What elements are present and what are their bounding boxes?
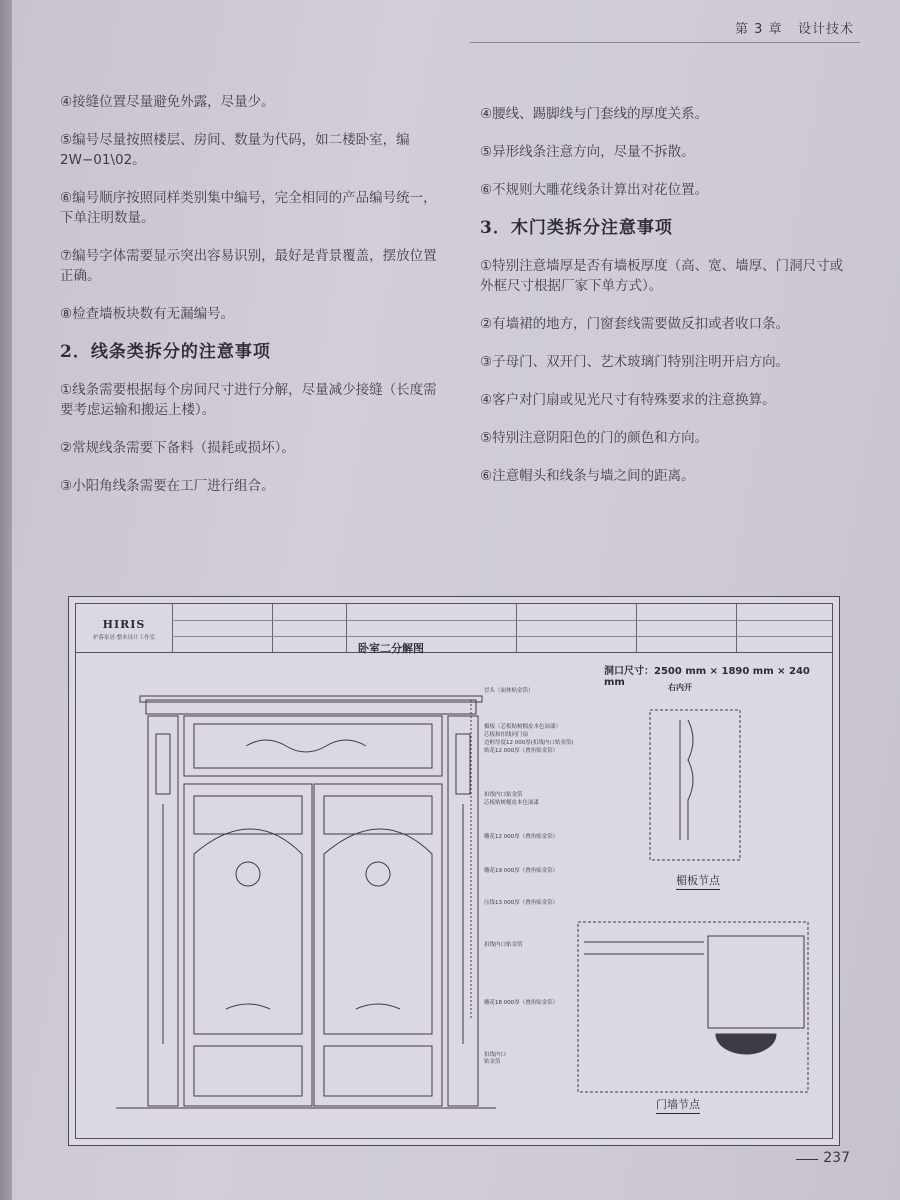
door-wall-detail-title: 门墙节点 bbox=[656, 1096, 700, 1114]
left-bottom-panel bbox=[194, 1046, 302, 1096]
callout-label: 扣线内口 bbox=[484, 1052, 507, 1058]
door-drawing bbox=[68, 596, 840, 1146]
right-door-leaf bbox=[314, 784, 442, 1106]
right-bottom-carving bbox=[356, 1004, 400, 1009]
list-item: ⑤异形线条注意方向，尽量不拆散。 bbox=[480, 144, 695, 160]
list-item: ①特别注意墙厚是否有墙板厚度（高、宽、墙厚、门洞尺寸或外框尺寸根据厂家下单方式）。 bbox=[480, 258, 844, 294]
list-item: ②有墙裙的地方，门窗套线需要做反扣或者收口条。 bbox=[480, 316, 790, 332]
opening-dimensions: 洞口尺寸：2500 mm × 1890 mm × 240 mm bbox=[604, 666, 810, 688]
section-heading: 2．线条类拆分的注意事项 bbox=[60, 342, 271, 362]
logo-text: HIRIS bbox=[102, 618, 146, 631]
book-spine bbox=[0, 0, 12, 1200]
list-item: ⑧检查墙板块数有无漏编号。 bbox=[60, 306, 235, 322]
wall-section bbox=[708, 936, 804, 1028]
left-column bbox=[60, 92, 450, 514]
chapter-label: 第 3 章 bbox=[735, 22, 783, 37]
transom-inner bbox=[194, 724, 432, 768]
callout-label: 扣线内口贴金箔 bbox=[484, 792, 523, 798]
callout-label: 扣线内口贴金箔 bbox=[484, 942, 523, 948]
list-item: ⑤编号尽量按照楼层、房间、数量为代码，如二楼卧室，编 2W−01\02。 bbox=[60, 132, 410, 168]
trim-detail-title: 楣板节点 bbox=[676, 872, 720, 890]
right-column bbox=[480, 104, 852, 504]
list-item: ⑤特别注意阴阳色的门的颜色和方向。 bbox=[480, 430, 709, 446]
callout-label: 边框厚度12 000厚(扣线内口贴金箔) bbox=[484, 740, 574, 746]
list-item: ⑥编号顺序按照同样类别集中编号，完全相同的产品编号统一，下单注明数量。 bbox=[60, 190, 437, 226]
right-rosette bbox=[366, 862, 390, 886]
list-item: ⑦编号字体需要显示突出容易识别，最好是背景覆盖，摆放位置正确。 bbox=[60, 248, 437, 284]
list-item: ②常规线条需要下备料（损耗或损坏）。 bbox=[60, 440, 295, 456]
left-capital bbox=[156, 734, 170, 794]
left-rosette bbox=[236, 862, 260, 886]
transom-panel bbox=[184, 716, 442, 776]
list-item: ③子母门、双开门、艺术玻璃门特别注明开启方向。 bbox=[480, 354, 790, 370]
trim-detail-frame bbox=[650, 710, 740, 860]
callout-label: 芯板和扣线同门扇 bbox=[484, 732, 529, 738]
callout-label: 楣板（芯板贴树榴皮本色油漆） bbox=[484, 724, 562, 730]
list-item: ①线条需要根据每个房间尺寸进行分解，尽量减少接缝（长度需要考虑运输和搬运上楼）。 bbox=[60, 382, 437, 418]
left-top-panel bbox=[194, 796, 302, 834]
drawing-frame bbox=[75, 603, 833, 1139]
page-number-dash bbox=[796, 1159, 818, 1160]
callout-label: 贴花12 000厚（叠角贴金箔） bbox=[484, 748, 559, 754]
header-rule bbox=[470, 42, 860, 43]
callout-label: 冒头（面体贴金箔） bbox=[484, 688, 534, 694]
drawing-title: 卧室二分解图 bbox=[358, 642, 424, 655]
callout-label: 雕花19 000厚（叠角贴金箔） bbox=[484, 868, 559, 874]
logo-subtitle: 护落家居·整木设计工作室 bbox=[92, 635, 156, 641]
transom-carving bbox=[246, 740, 366, 752]
running-header bbox=[735, 18, 854, 37]
callout-label: 芯板贴树榴皮本色油漆 bbox=[484, 800, 540, 806]
list-item: ④接缝位置尽量避免外露，尽量少。 bbox=[60, 94, 275, 110]
trim-profile bbox=[680, 720, 693, 840]
list-item: ④腰线、踢脚线与门套线的厚度关系。 bbox=[480, 106, 709, 122]
right-door-arch-panel bbox=[324, 829, 432, 1034]
callout-label: 雕花12 000厚（叠角贴金箔） bbox=[484, 834, 559, 840]
page-number: 237 bbox=[823, 1150, 850, 1166]
list-item: ③小阳角线条需要在工厂进行组合。 bbox=[60, 478, 275, 494]
left-bottom-carving bbox=[226, 1004, 270, 1009]
callout-label: 压线13 000厚（叠角贴金箔） bbox=[484, 900, 559, 906]
cornice-top bbox=[140, 696, 482, 702]
list-item: ⑥不规则大雕花线条计算出对花位置。 bbox=[480, 182, 709, 198]
door-section bbox=[584, 942, 704, 954]
callout-label: 雕花18 000厚（叠角贴金箔） bbox=[484, 1000, 559, 1006]
door-wall-detail-frame bbox=[578, 922, 808, 1092]
opening-direction: 右内开 bbox=[668, 683, 692, 692]
right-top-panel bbox=[324, 796, 432, 834]
list-item: ④客户对门扇或见光尺寸有特殊要求的注意换算。 bbox=[480, 392, 776, 408]
left-door-arch-panel bbox=[194, 829, 302, 1034]
callout-label: 贴金箔 bbox=[484, 1059, 501, 1065]
left-door-leaf bbox=[184, 784, 312, 1106]
list-item: ⑥注意帽头和线条与墙之间的距离。 bbox=[480, 468, 695, 484]
threshold-detail bbox=[716, 1034, 776, 1054]
right-capital bbox=[456, 734, 470, 794]
chapter-title: 设计技术 bbox=[797, 22, 854, 37]
section-heading: 3．木门类拆分注意事项 bbox=[480, 218, 673, 238]
right-bottom-panel bbox=[324, 1046, 432, 1096]
